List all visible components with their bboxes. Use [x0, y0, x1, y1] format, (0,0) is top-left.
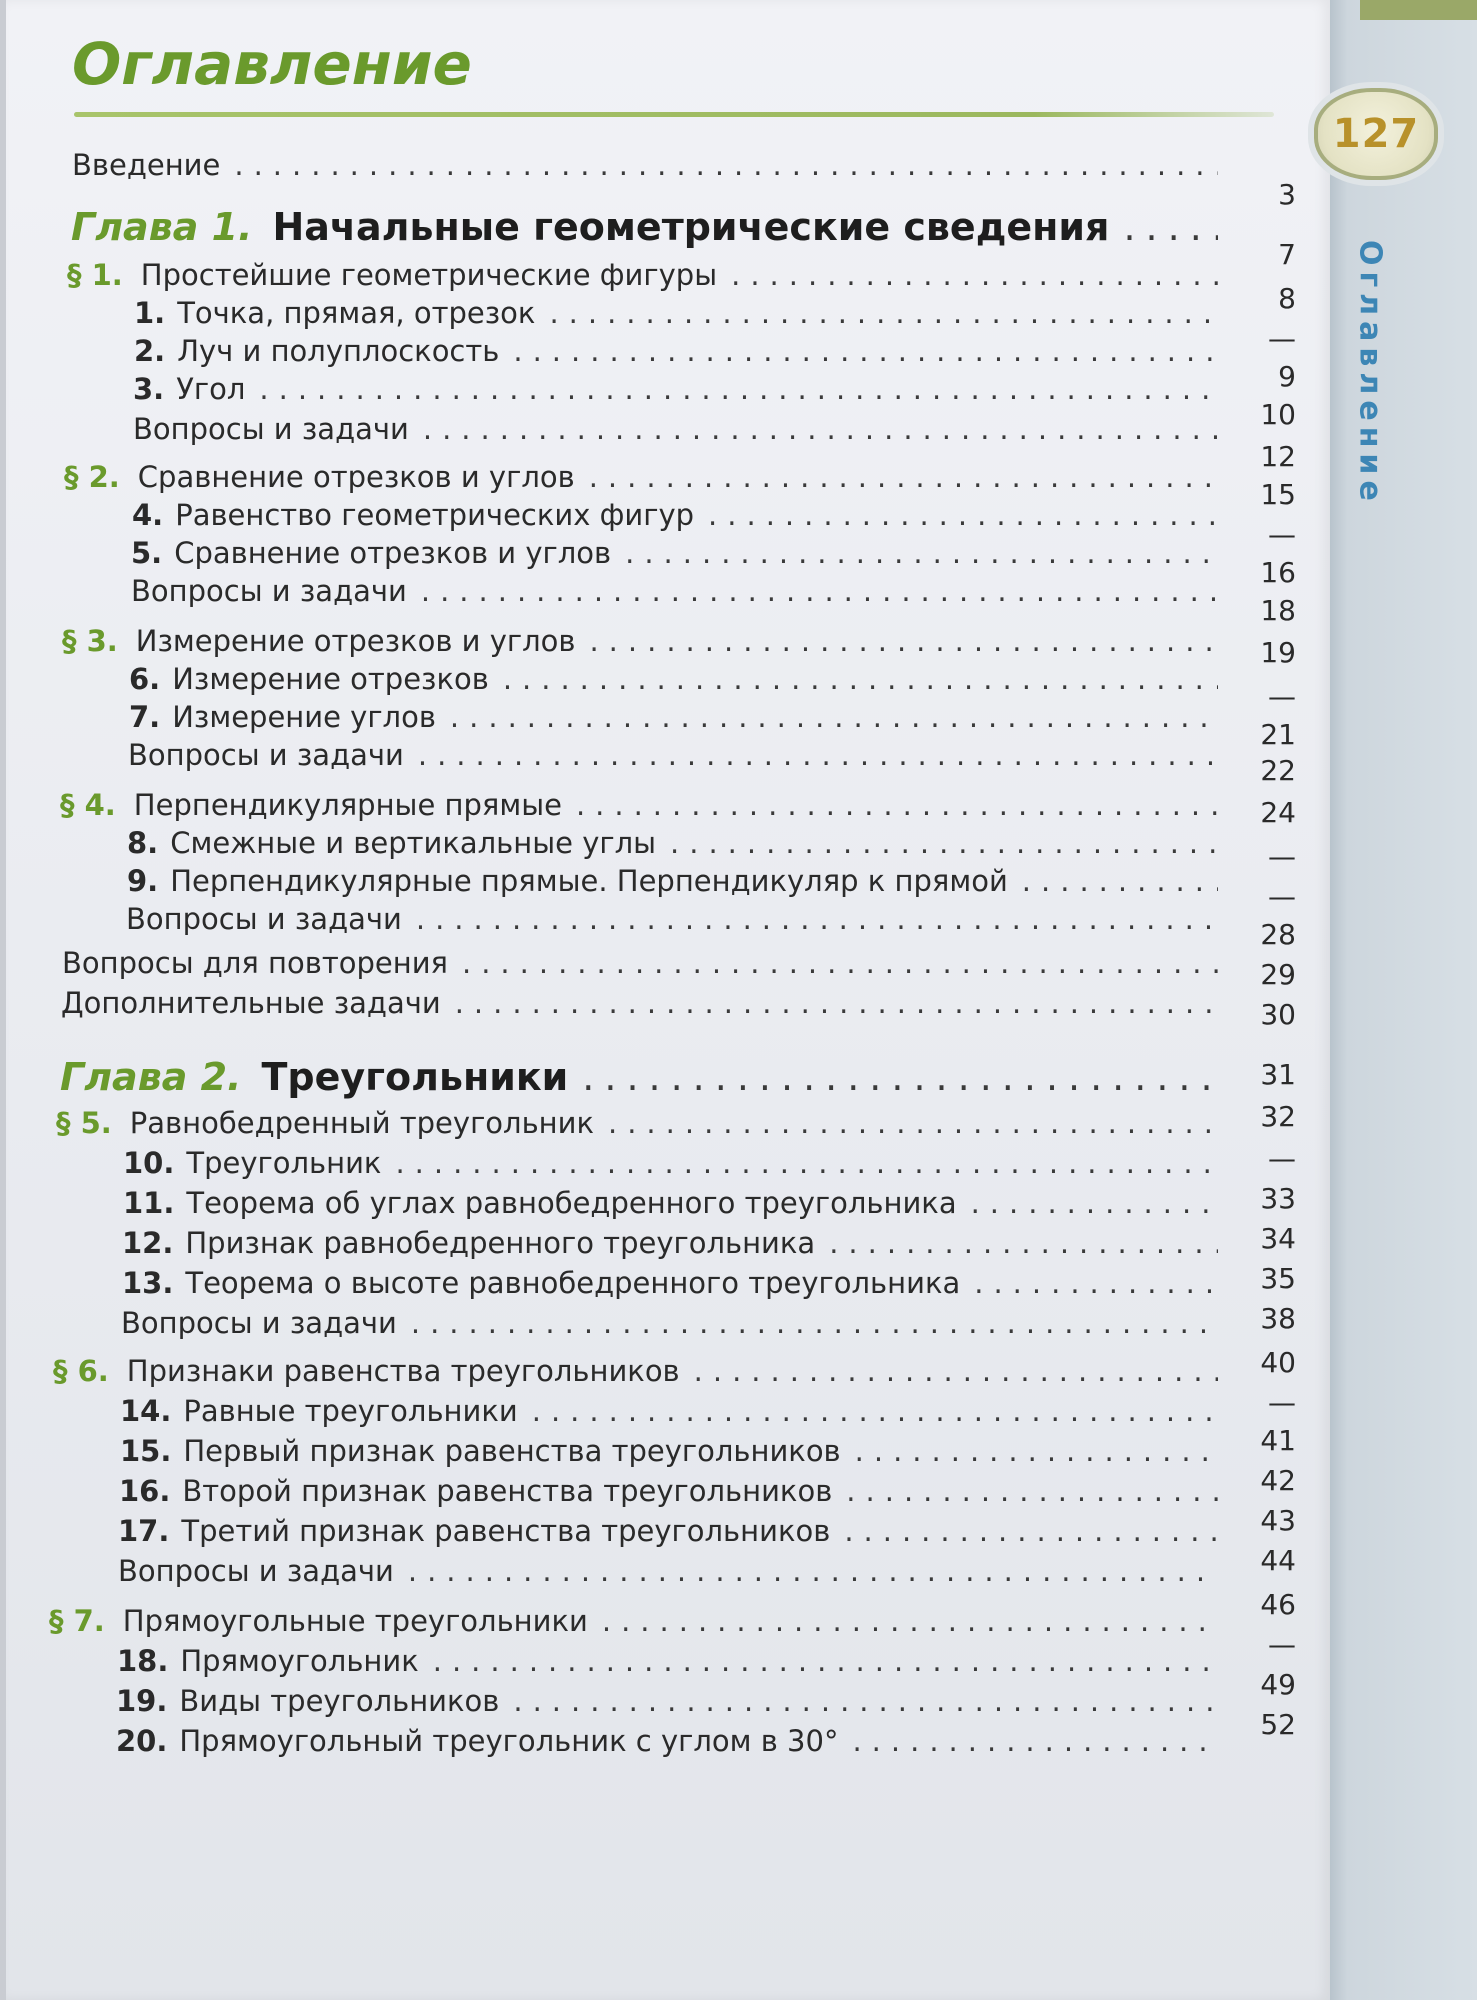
entry-title: Вопросы и задачи — [131, 574, 407, 608]
toc-entry — [122, 1226, 1232, 1260]
dot-leader — [846, 1474, 1218, 1508]
page-ref: 33 — [1260, 1182, 1296, 1215]
dot-leader — [395, 1146, 1218, 1180]
chapter-title: Треугольники — [261, 1055, 569, 1099]
entry-title: Треугольник — [186, 1146, 382, 1180]
dot-leader — [708, 498, 1218, 532]
entry-title: Смежные и вертикальные углы — [170, 826, 657, 860]
page-ref: 31 — [1260, 1058, 1296, 1091]
toc-entry — [133, 412, 1232, 446]
page-ref: — — [1268, 322, 1296, 355]
entry-title: Вопросы и задачи — [128, 738, 404, 772]
dot-leader — [450, 700, 1218, 734]
entry-title: Вопросы для повторения — [62, 946, 448, 980]
toc-entry — [134, 296, 1232, 330]
page-ref: 9 — [1278, 360, 1296, 393]
page-ref: 10 — [1260, 398, 1296, 431]
toc-entry — [129, 662, 1232, 696]
page-ref: — — [1268, 1628, 1296, 1661]
toc-entry — [117, 1644, 1232, 1678]
entry-title: Сравнение отрезков и углов — [174, 536, 612, 570]
page-ref: 8 — [1278, 282, 1296, 315]
page-ref: — — [1268, 680, 1296, 713]
page-ref: 44 — [1260, 1544, 1296, 1577]
item-number: 2. — [134, 334, 166, 368]
toc-entry — [128, 738, 1232, 772]
dot-leader — [829, 1226, 1218, 1260]
dot-leader — [582, 1055, 1218, 1099]
toc-entry — [67, 258, 1232, 292]
dot-leader — [855, 1434, 1218, 1468]
toc-entry — [60, 1055, 1232, 1099]
entry-title: Вопросы и задачи — [133, 412, 409, 446]
dot-leader — [423, 412, 1218, 446]
toc-entry — [116, 1724, 1232, 1758]
dot-leader — [513, 334, 1218, 368]
item-number: 18. — [117, 1644, 169, 1678]
page-ref: 24 — [1260, 796, 1296, 829]
page-ref: 43 — [1260, 1504, 1296, 1537]
dot-leader — [852, 1724, 1218, 1758]
item-number: 1. — [134, 296, 166, 330]
page-ref: 21 — [1260, 718, 1296, 751]
dot-leader — [670, 826, 1218, 860]
dot-leader — [589, 624, 1218, 658]
entry-title: Перпендикулярные прямые — [133, 788, 562, 822]
entry-title: Третий признак равенства треугольников — [181, 1514, 831, 1548]
toc-entry — [131, 574, 1232, 608]
dot-leader — [589, 460, 1218, 494]
item-number: 3. — [133, 372, 165, 406]
page-ref: 40 — [1260, 1346, 1296, 1379]
page-ref: 29 — [1260, 958, 1296, 991]
entry-title: Первый признак равенства треугольников — [183, 1434, 841, 1468]
toc-entry — [126, 902, 1232, 936]
entry-title: Вопросы и задачи — [121, 1306, 397, 1340]
entry-title: Измерение отрезков — [172, 662, 489, 696]
dot-leader — [462, 946, 1218, 980]
dot-leader — [455, 986, 1218, 1020]
dot-leader — [576, 788, 1218, 822]
toc-entry — [134, 334, 1232, 368]
entry-title: Перпендикулярные прямые. Перпендикуляр к прямой — [170, 864, 1008, 898]
toc-entry — [61, 986, 1232, 1020]
item-number: 17. — [118, 1514, 170, 1548]
toc-entry — [127, 826, 1232, 860]
toc-entry — [60, 788, 1232, 822]
dot-leader — [602, 1604, 1218, 1638]
entry-title: Угол — [176, 372, 246, 406]
section-label: § 2. — [64, 460, 120, 494]
page-ref: 35 — [1260, 1262, 1296, 1295]
dot-leader — [974, 1266, 1218, 1300]
page-ref: 3 — [1278, 178, 1296, 211]
dot-leader — [1123, 205, 1218, 249]
dot-leader — [532, 1394, 1218, 1428]
entry-title: Сравнение отрезков и углов — [137, 460, 575, 494]
section-label: § 5. — [56, 1106, 112, 1140]
dot-leader — [259, 372, 1218, 406]
section-label: § 4. — [60, 788, 116, 822]
page-ref: 7 — [1278, 238, 1296, 271]
toc-entry — [72, 148, 1232, 182]
entry-title: Равнобедренный треугольник — [129, 1106, 594, 1140]
item-number: 11. — [123, 1186, 175, 1220]
page-ref: 49 — [1260, 1668, 1296, 1701]
page-ref: — — [1268, 1386, 1296, 1419]
toc-entry — [123, 1146, 1232, 1180]
toc-entry — [119, 1474, 1232, 1508]
page-ref: — — [1268, 880, 1296, 913]
page-ref: 30 — [1260, 998, 1296, 1031]
entry-title: Второй признак равенства треугольников — [182, 1474, 833, 1508]
item-number: 10. — [123, 1146, 175, 1180]
chapter-title: Начальные геометрические сведения — [272, 205, 1110, 249]
dot-leader — [608, 1106, 1218, 1140]
dot-leader — [433, 1644, 1218, 1678]
page-title: Оглавление — [72, 30, 472, 98]
toc-entry — [132, 498, 1232, 532]
entry-title: Прямоугольник — [180, 1644, 419, 1678]
dot-leader — [844, 1514, 1218, 1548]
dot-leader — [418, 738, 1218, 772]
entry-title: Простейшие геометрические фигуры — [140, 258, 718, 292]
page-number: 127 — [1332, 111, 1420, 157]
section-label: § 1. — [67, 258, 123, 292]
dot-leader — [411, 1306, 1218, 1340]
entry-title: Введение — [72, 148, 221, 182]
entry-title: Вопросы и задачи — [118, 1554, 394, 1588]
page-ref: 52 — [1260, 1708, 1296, 1741]
toc-entry — [64, 460, 1232, 494]
dot-leader — [421, 574, 1218, 608]
entry-title: Виды треугольников — [179, 1684, 500, 1718]
side-label-text: Оглавление — [1352, 240, 1388, 507]
item-number: 4. — [132, 498, 164, 532]
page-ref: 12 — [1260, 440, 1296, 473]
toc-entry — [62, 946, 1232, 980]
chapter-label: Глава 2. — [60, 1055, 242, 1099]
item-number: 20. — [116, 1724, 168, 1758]
toc-entry — [123, 1186, 1232, 1220]
entry-title: Прямоугольный треугольник с углом в 30° — [179, 1724, 839, 1758]
item-number: 16. — [119, 1474, 171, 1508]
dot-leader — [1022, 864, 1218, 898]
entry-title: Теорема о высоте равнобедренного треугольника — [185, 1266, 961, 1300]
entry-title: Равные треугольники — [183, 1394, 518, 1428]
toc-entry — [71, 205, 1232, 249]
toc-entry — [116, 1684, 1232, 1718]
side-section-label — [1340, 240, 1400, 540]
item-number: 19. — [116, 1684, 168, 1718]
page-ref: 41 — [1260, 1424, 1296, 1457]
entry-title: Равенство геометрических фигур — [175, 498, 695, 532]
dot-leader — [234, 148, 1218, 182]
chapter-label: Глава 1. — [71, 205, 253, 249]
page-ref: 16 — [1260, 556, 1296, 589]
section-label: § 6. — [53, 1354, 109, 1388]
item-number: 8. — [127, 826, 159, 860]
page-ref: 46 — [1260, 1588, 1296, 1621]
entry-title: Точка, прямая, отрезок — [177, 296, 536, 330]
toc-entry — [120, 1434, 1232, 1468]
page-ref: 28 — [1260, 918, 1296, 951]
item-number: 14. — [120, 1394, 172, 1428]
item-number: 13. — [122, 1266, 174, 1300]
page-ref: — — [1268, 1142, 1296, 1175]
toc-entry — [118, 1554, 1232, 1588]
toc-entry — [127, 864, 1232, 898]
toc-entry — [118, 1514, 1232, 1548]
item-number: 7. — [129, 700, 161, 734]
item-number: 15. — [120, 1434, 172, 1468]
toc-entry — [129, 700, 1232, 734]
dot-leader — [694, 1354, 1218, 1388]
toc-entry — [120, 1394, 1232, 1428]
entry-title: Прямоугольные треугольники — [122, 1604, 588, 1638]
page-ref: — — [1268, 840, 1296, 873]
item-number: 9. — [127, 864, 159, 898]
entry-title: Измерение отрезков и углов — [135, 624, 576, 658]
dot-leader — [513, 1684, 1218, 1718]
page-ref: 22 — [1260, 754, 1296, 787]
entry-title: Луч и полуплоскость — [177, 334, 500, 368]
item-number: 6. — [129, 662, 161, 696]
item-number: 12. — [122, 1226, 174, 1260]
dot-leader — [731, 258, 1218, 292]
dot-leader — [625, 536, 1218, 570]
toc-entry — [122, 1266, 1232, 1300]
dot-leader — [408, 1554, 1218, 1588]
entry-title: Измерение углов — [172, 700, 436, 734]
entry-title: Признак равнобедренного треугольника — [185, 1226, 816, 1260]
item-number: 5. — [131, 536, 163, 570]
page-ref: — — [1268, 518, 1296, 551]
toc-entry — [121, 1306, 1232, 1340]
page-ref: 15 — [1260, 478, 1296, 511]
page-ref: 32 — [1260, 1100, 1296, 1133]
toc-entry — [53, 1354, 1232, 1388]
toc-entry — [131, 536, 1232, 570]
page-ref: 18 — [1260, 594, 1296, 627]
dot-leader — [971, 1186, 1218, 1220]
toc-entry — [62, 624, 1232, 658]
page-number-badge — [1314, 88, 1438, 180]
entry-title: Вопросы и задачи — [126, 902, 402, 936]
entry-title: Дополнительные задачи — [61, 986, 441, 1020]
page-ref: 19 — [1260, 636, 1296, 669]
page-ref: 34 — [1260, 1222, 1296, 1255]
toc-entry — [133, 372, 1232, 406]
toc-entry — [49, 1604, 1232, 1638]
section-label: § 7. — [49, 1604, 105, 1638]
toc-entry — [56, 1106, 1232, 1140]
entry-title: Теорема об углах равнобедренного треугольника — [186, 1186, 957, 1220]
page-ref: 38 — [1260, 1302, 1296, 1335]
cover-edge — [1360, 0, 1477, 20]
page-ref: 42 — [1260, 1464, 1296, 1497]
entry-title: Признаки равенства треугольников — [126, 1354, 680, 1388]
dot-leader — [549, 296, 1218, 330]
dot-leader — [416, 902, 1218, 936]
section-label: § 3. — [62, 624, 118, 658]
dot-leader — [503, 662, 1218, 696]
